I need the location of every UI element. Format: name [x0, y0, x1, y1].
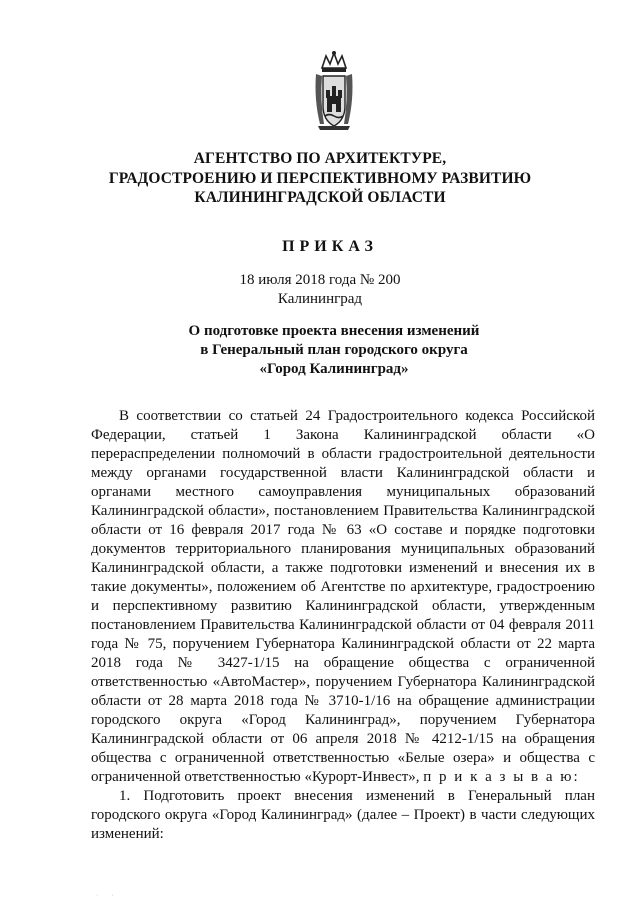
org-line-2: ГРАДОСТРОЕНИЮ И ПЕРСПЕКТИВНОМУ РАЗВИТИЮ [108, 169, 532, 187]
subject-line-1: О подготовке проекта внесения изменений [188, 323, 480, 339]
document-subject [0, 322, 640, 379]
organization-name [0, 149, 640, 208]
document-date-block [0, 271, 640, 309]
org-line-1: АГЕНТСТВО ПО АРХИТЕКТУРЕ, [193, 150, 447, 167]
coat-of-arms-icon [312, 50, 356, 132]
subject-line-2: в Генеральный план городского округа [200, 342, 468, 358]
preamble-paragraph [91, 407, 595, 787]
order-word: п р и к а з ы в а ю: [423, 769, 580, 785]
order-item-1: 1. Подготовить проект внесения изменений в Генеральный план городского округа «Город Калининград» (далее – Проект) в части следующих изменений: [91, 788, 595, 842]
preamble-text: В соответствии со статьей 24 Градостроительного кодекса Российской Федерации, статьей 1 Закона Калининградской области «О перераспределении полномочий в области градостроительной деятельности между органами государственной власти Калининградской области и органами местного самоуправления муниципальных образований Калининградской области», постановлением Правительства Калининградской области от 16 февраля 2017 года № 63 «О составе и порядке подготовки документов территориального планирования муниципальных образований Калининградской области, а также подготовки изменений и внесения их в такие документы», положением об Агентстве по архитектуре, градостроению и перспективному развитию Калининградской области, утвержденным постановлением Правительства Калининградской области от 04 февраля 2011 года № 75, поручением Губернатора Калининградской области от 22 марта 2018 года № 3427-1/15 на обращение общества с ограниченной ответственностью «АвтоМастер», поручением Губернатора Калининградской области от 28 марта 2018 года № 3710-1/16 на обращение администрации городского округа «Город Калининград», поручением Губернатора Калининградской области от 06 апреля 2018 № 4212-1/15 на обращения общества с ограниченной ответственностью «Белые озера» и общества с ограниченной ответственностью «Курорт-Инвест», [91, 408, 595, 785]
subject-line-3: «Город Калининград» [259, 361, 409, 377]
document-type-title: ПРИКАЗ [282, 238, 378, 255]
date-and-number: 18 июля 2018 года № 200 [239, 272, 401, 288]
document-body [91, 407, 595, 844]
city-name: Калининград [277, 291, 363, 307]
org-line-3: КАЛИНИНГРАДСКОЙ ОБЛАСТИ [194, 189, 446, 206]
scan-specks: · · [96, 893, 120, 899]
